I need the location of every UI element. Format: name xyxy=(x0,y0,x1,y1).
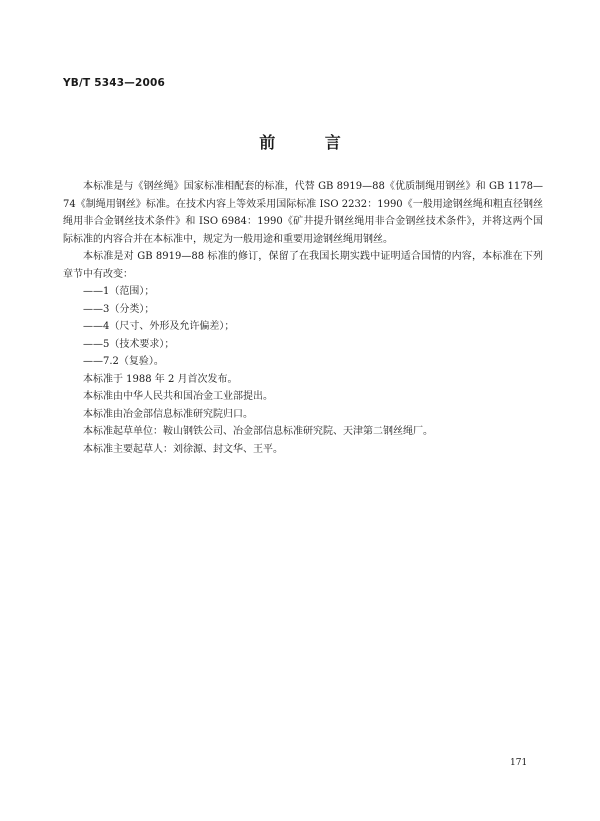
change-list-item: ——5（技术要求）； xyxy=(83,338,175,350)
paragraph-proposer: 本标准由中华人民共和国冶金工业部提出。 xyxy=(83,391,273,402)
paragraph-revision: 本标准是对 GB 8919—88 标准的修订，保留了在我国长期实践中证明适合国情的内容，本标准在下列章节中有改变： xyxy=(63,251,543,280)
change-list-item: ——3（分类）； xyxy=(83,303,155,315)
paragraph-drafters: 本标准主要起草人：刘徐源、封文华、王平。 xyxy=(83,443,283,455)
change-list-item: ——4（尺寸、外形及允许偏差）； xyxy=(83,321,235,332)
paragraph-replacement: 本标准是与《钢丝绳》国家标准相配套的标准，代替 GB 8919—88《优质制绳用钢丝》和 GB 1178—74《制绳用钢丝》标准。在技术内容上等效采用国际标准 ISO 2232：1990《一般用途钢丝绳和粗直径钢丝绳用非合金钢丝技术条件》和 ISO 6984：1990《矿井提升钢丝绳用非合金钢丝技术条件》，并将这两个国际标准的内容合并在本标准中，规定为一般用途和重要用途钢丝绳用钢丝。 xyxy=(63,181,543,245)
paragraph-first-issue: 本标准于 1988 年 2 月首次发布。 xyxy=(83,373,238,385)
standard-number: YB/T 5343—2006 xyxy=(63,77,166,89)
change-list-item: ——7.2（复验）。 xyxy=(83,356,164,367)
page-number: 171 xyxy=(510,758,528,768)
page-title: 前 言 xyxy=(259,133,363,152)
paragraph-administrator: 本标准由冶金部信息标准研究院归口。 xyxy=(83,408,253,420)
paragraph-drafting-units: 本标准起草单位：鞍山钢铁公司、冶金部信息标准研究院、天津第二钢丝绳厂。 xyxy=(83,426,433,437)
document-body xyxy=(63,178,543,458)
change-list-item: ——1（范围）； xyxy=(83,286,155,297)
